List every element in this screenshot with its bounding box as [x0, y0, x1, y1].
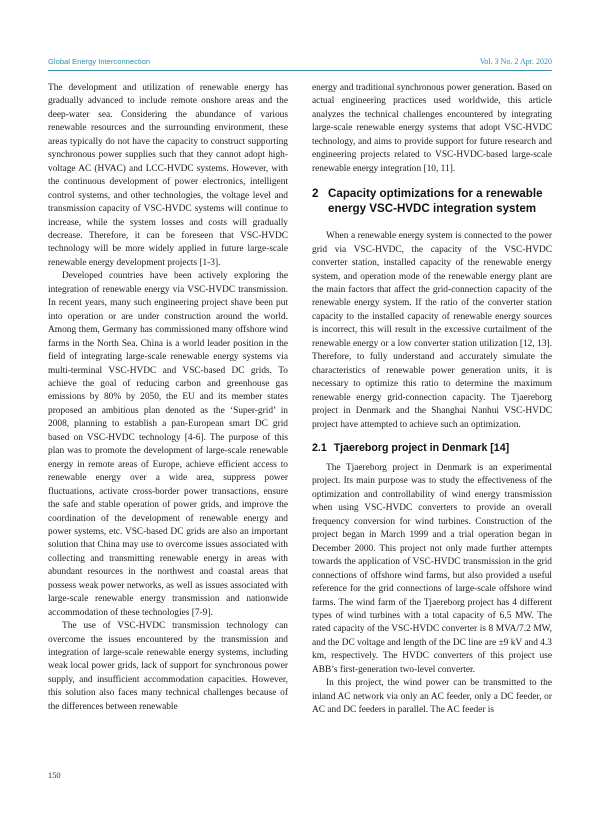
- paragraph: The Tjaereborg project in Denmark is an experimental project. Its main purpose was to study the effectiveness of the optimization and controllability of wind energy transmission when using VSC-HVDC converters to provide an overall frequency conversion for wind turbines. Construction of the project began in March 1999 and a trial operation began in December 2000. This project not only made further attempts towards the application of VSC-HVDC transmission in the grid connections of offshore wind farms, but also provided a useful reference for the grid connections of large-scale offshore wind farms. The wind farm of the Tjaereborg project has 4 different types of wind turbines with a total capacity of 6.5 MW. The rated capacity of the VSC-HVDC converter is 8 MVA/7.2 MW, and the DC voltage and length of the DC line are ±9 kV and 4.3 km, respectively. The HVDC converters of this project use ABB’s first-generation two-level converter.: [312, 462, 552, 675]
- page-number: 150: [48, 771, 61, 780]
- paragraph: The use of VSC-HVDC transmission technology can overcome the issues encountered by the transmission and integration of large-scale renewable energy systems, including weak local power grids, lack of support for synchronous power supply, and insufficient accommodation capacities. However, this solution also faces many technical challenges because of the differences between renewable: [48, 621, 288, 712]
- paragraph: energy and traditional synchronous power generation. Based on actual engineering practices used worldwide, this article analyzes the technical challenges encountered by integrating large-scale renewable energy systems that adopt VSC-HVDC technology, and aims to provide support for future research and engineering projects related to VSC-HVDC-based large-scale renewable energy integration [10, 11].: [312, 83, 552, 174]
- subsection-heading: [312, 442, 552, 455]
- journal-name: Global Energy Interconnection: [48, 57, 151, 66]
- paragraph: In this project, the wind power can be transmitted to the inland AC network via only an AC feeder, only a DC feeder, or AC and DC feeders in parallel. The AC feeder is: [312, 678, 552, 716]
- right-column: [312, 82, 552, 718]
- paragraph: When a renewable energy system is connected to the power grid via VSC-HVDC, the capacity of the VSC-HVDC converter station, installed capacity of the renewable energy system, and operation mode of the renewable energy plant are the main factors that affect the grid-connection capacity of the renewable energy system. If the ratio of the converter station capacity to the installed capacity of renewable energy sources is incorrect, this will result in the excessive curtailment of the renewable energy or a low converter station utilization [12, 13]. Therefore, to fully understand and accurately simulate the characteristics of renewable power generation units, it is necessary to optimize this ratio to determine the maximum renewable energy grid-connection capacity. The Tjaereborg project in Denmark and the Shanghai Nanhui VSC-HVDC project have attempted to achieve such an optimization.: [312, 231, 552, 430]
- left-column: [48, 82, 288, 714]
- section-number: 2: [312, 187, 319, 201]
- section-title: Capacity optimizations for a renewable energy VSC-HVDC integration system: [328, 187, 543, 215]
- paragraph: Developed countries have been actively exploring the integration of renewable energy via VSC-HVDC transmission. In recent years, many such engineering project shave been put into operation or are under construction around the world. Among them, Germany has commissioned many offshore wind farms in the North Sea. China is a world leader position in the field of integrating large-scale renewable energy systems via multi-terminal VSC-HVDC and VSC-based DC grids. To achieve the goal of reducing carbon and greenhouse gas emissions by 80% by 2050, the EU and its member states proposed an ambitious plan denoted as the ‘Super-grid’ in 2008, planning to establish a pan-European smart DC grid based on VSC-HVDC technology [4-6]. The purpose of this plan was to promote the development of large-scale renewable energy in remote areas of Europe, achieve efficient access to renewable energy over a wide area, suppress power fluctuations, activate cross-border power transactions, ensure the safe and stable operation of power grids, and improve the coordination of the development of renewable energy and power systems, etc. VSC-based DC grids are also an important solution that China may use to overcome issues associated with collecting and transmitting renewable energy in areas with abundant resources in the northwest and coastal areas that possess weak power networks, as well as issues associated with large-scale renewable energy transmission and nationwide accommodation of these technologies [7-9].: [48, 271, 288, 618]
- issue-info: Vol. 3 No. 2 Apr. 2020: [479, 57, 552, 66]
- running-header: [48, 55, 552, 71]
- header-rule: [48, 70, 552, 71]
- paragraph: The development and utilization of renewable energy has gradually advanced to include remote onshore areas and the deep-water sea. Considering the abundance of various renewable resources and the surrounding environment, these areas typically do not have the capacity to construct supporting synchronous power supplies such that they cannot adopt high-voltage AC (HVAC) and LCC-HVDC systems. However, with the continuous development of power electronics, intelligent control systems, and other technologies, the voltage level and transmission capacity of VSC-HVDC systems will continue to increase, while the system losses and costs will gradually decrease. Therefore, it can be foreseen that VSC-HVDC technology will be more widely applied in future large-scale renewable energy development projects [1-3].: [48, 83, 288, 268]
- subsection-title: Tjaereborg project in Denmark [14]: [333, 441, 510, 454]
- subsection-number: 2.1: [312, 441, 327, 454]
- section-heading: [312, 187, 552, 216]
